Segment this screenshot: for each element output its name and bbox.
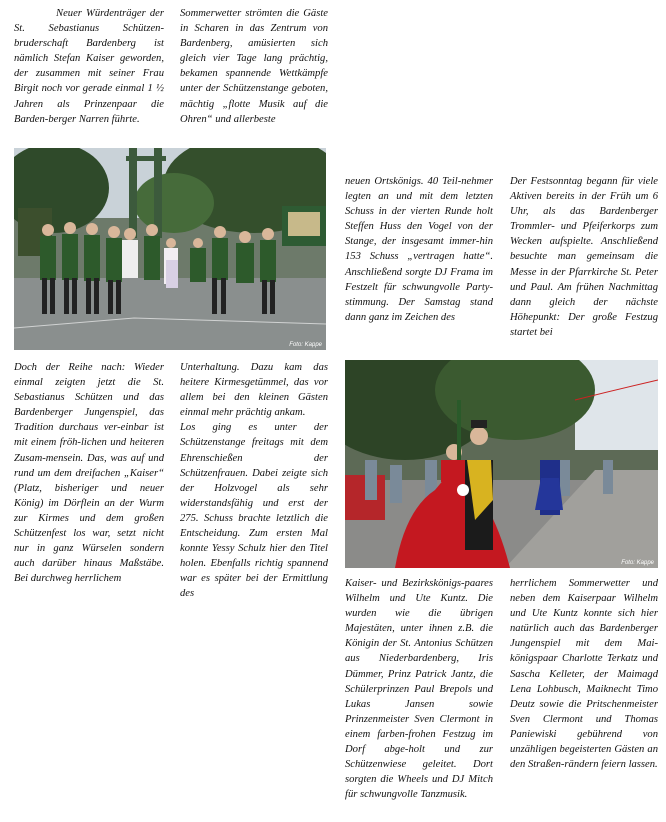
article-column-1-top [14, 6, 164, 127]
paragraph: Sommerwetter strömten die Gäste in Scharen in das Zentrum von Bardenberg, amüsierten sich gleich vier Tage lang prächtig, bekamen spannende Wettkämpfe unter der Schützenstange geboten, mächtig „flotte Musik auf die Ohren“ und allerbeste [180, 8, 328, 125]
article-column-3-bottom [345, 576, 493, 802]
article-column-2-bottom [180, 360, 328, 602]
parade-photo [345, 360, 658, 568]
article-column-4-middle [510, 174, 658, 340]
paragraph: Neuer Würdenträger der St. Sebastianus Schützen-bruderschaft Bardenberg ist nämlich Stefan Kaiser geworden, der zusammen mit seiner Frau Birgit noch vor gerade einmal 1 ½ Jahren als Prinzenpaar die Barden-berger Narren führte. [14, 8, 164, 125]
paragraph: Unterhaltung. Dazu kam das heitere Kirmesgetümmel, das vor allem bei den kleinen Gästen einmal mehr prächtig ankam. [180, 362, 328, 419]
parade-photo-image [345, 360, 658, 568]
paragraph: Los ging es unter der Schützenstange freitags mit dem Ehrenschießen der Schützenfrauen. Dabei zeigte sich der Holzvogel als sehr widerstandsfähig und erst der 275. Schuss brachte letztlich die Entscheidung. Zum ersten Mal konnte Yessy Schulz hier den Titel holen. Ebenfalls richtig spannend war es später bei der Ermittlung des [180, 422, 328, 600]
paragraph: neuen Ortskönigs. 40 Teil-nehmer legten an und mit dem letzten Schuss in der vierten Runde holt Steffen Huss den Vogel von der Stange, der insgesamt immer-hin 153 Schuss „vertragen hatte“. Anschließend sorgte DJ Frama im Festzelt für schwungvolle Party-stimmung. Der Samstag stand dann ganz im Zeichen des [345, 176, 493, 323]
photo-credit: Foto: Kappe [621, 560, 654, 566]
paragraph: herrlichem Sommerwetter und neben dem Kaiserpaar Wilhelm und Ute Kuntz konnte sich hier natürlich auch das Bardenberger Jungenspiel mit dem Mai-königspaar Charlotte Terkatz und Sascha Kelleter, der Maimagd Lena Lohbusch, Maiknecht Timo Deutz sowie die Pritschenmeister Sven Clermont und Thomas Paniewiski gebührend von unzähligen begeisterten Gästen an den Straßen-rändern feiern lassen. [510, 578, 658, 771]
article-column-2-top [180, 6, 328, 127]
paragraph: Kaiser- und Bezirkskönigs-paares Wilhelm und Ute Kuntz. Die wurden wie die übrigen Majestäten, unter ihnen z.B. die Königin der St. Antonius Schützen aus Niederbardenberg, Iris Dümmer, Prinz Patrick Jantz, die Schülerprinzen Paul Brepols und Lukas Jansen sowie Prinzenmeister Sven Clermont in einem farben-frohen Festzug im Dorf abge-holt und zur Schützenwiese geleitet. Dort sorgten die Wheels und DJ Mitch für schwungvolle Tanzmusik. [345, 578, 493, 801]
group-photo [14, 148, 326, 350]
article-column-3-middle [345, 174, 493, 325]
group-photo-image [14, 148, 326, 350]
article-column-4-bottom [510, 576, 658, 772]
paragraph: Der Festsonntag begann für viele Aktiven bereits in der Früh um 6 Uhr, als das Bardenberger Trommler- und Pfeiferkorps zum Wecken aufspielte. Anschließend besuchte man gemeinsam die Messe in der Pfarrkirche St. Peter und Paul. Am frühen Nachmittag dann gleich der nächste Höhepunkt: Der große Festzug startet bei [510, 176, 658, 338]
photo-credit: Foto: Kappe [289, 342, 322, 348]
article-column-1-bottom [14, 360, 164, 586]
paragraph: Doch der Reihe nach: Wieder einmal zeigten jetzt die St. Sebastianus Schützen und das Bardenberger Jungenspiel, das Tradition durchaus ver-einbar ist mit einem fröh-lichen und heiteren Zusam-mensein. Das, was auf und rund um dem dreifachen „Kaiser“ (Platz, bisheriger und neuer König) im Dörflein an der Wurm zur Kirmes und dem großen Schützenfest los war, setzt nicht nur in ganz Würselen sondern auch darüber hinaus Maßstäbe. Bei durchweg herrlichem [14, 362, 164, 585]
